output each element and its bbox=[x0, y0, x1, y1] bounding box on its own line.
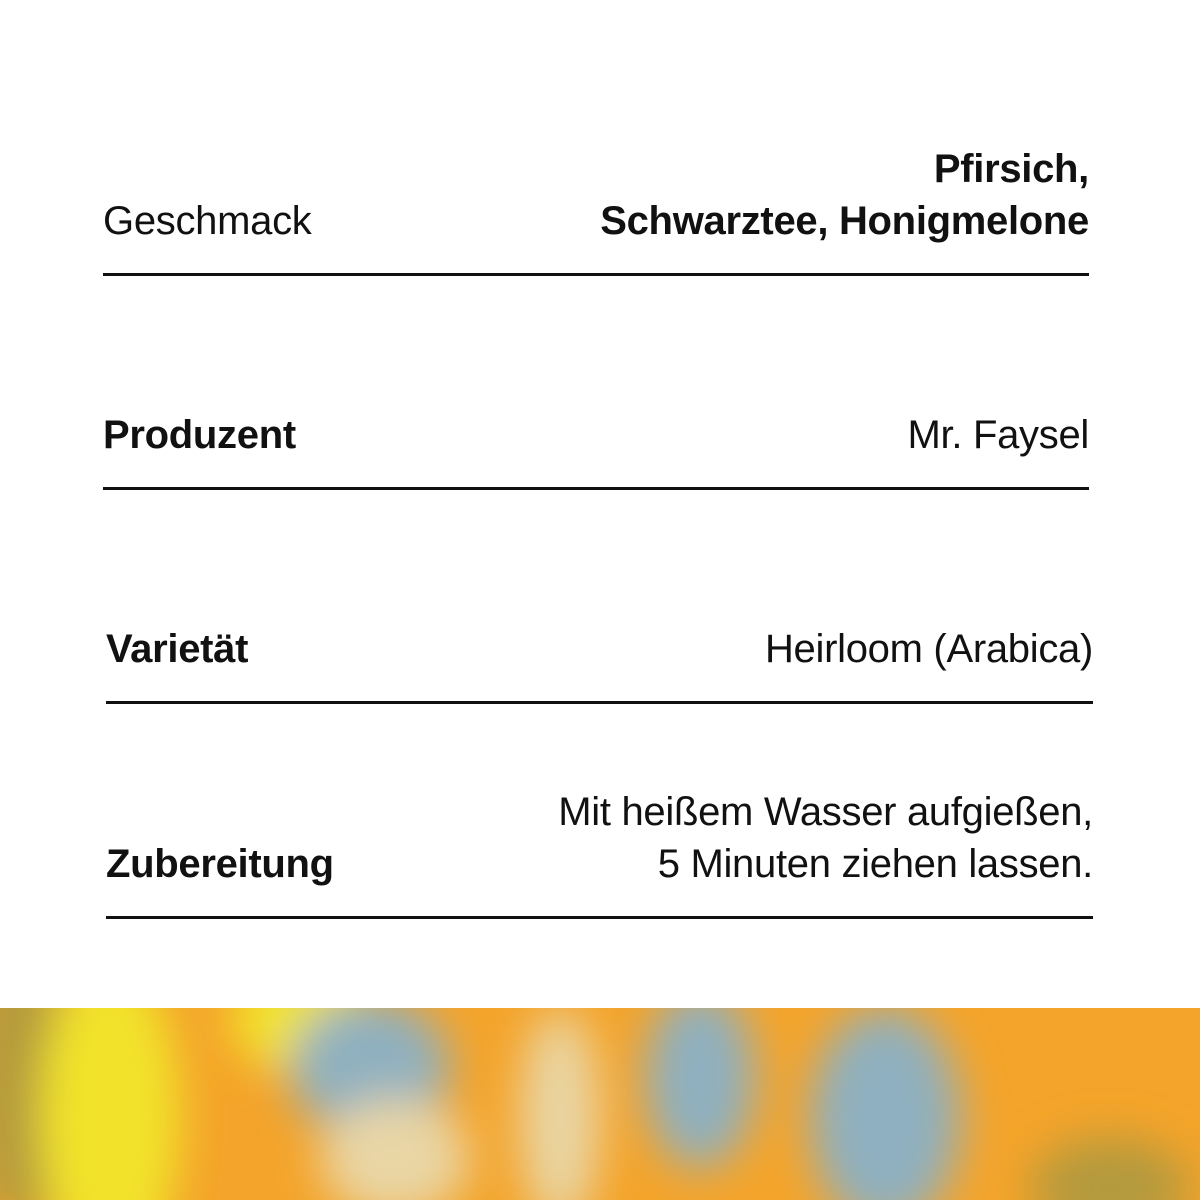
spec-value-line: Pfirsich, bbox=[933, 147, 1089, 191]
spec-row-varietaet bbox=[106, 624, 1093, 704]
spec-row-zubereitung bbox=[106, 785, 1093, 919]
spec-value-produzent bbox=[908, 409, 1089, 487]
spec-value-varietaet bbox=[765, 623, 1093, 701]
spec-value-line: Heirloom (Arabica) bbox=[764, 627, 1093, 671]
gradient-banner bbox=[0, 1008, 1200, 1200]
spec-label-geschmack: Geschmack bbox=[103, 199, 312, 243]
spec-value-line: Mr. Faysel bbox=[907, 413, 1089, 457]
banner-base bbox=[0, 1008, 1200, 1200]
spec-label-varietaet: Varietät bbox=[106, 627, 249, 671]
spec-label-produzent: Produzent bbox=[103, 413, 296, 457]
spec-row-geschmack bbox=[103, 140, 1089, 276]
spec-value-zubereitung bbox=[558, 786, 1093, 916]
spec-label-zubereitung: Zubereitung bbox=[106, 842, 334, 886]
gradient-artwork bbox=[0, 1008, 1200, 1200]
spec-value-line: Mit heißem Wasser aufgießen, bbox=[558, 790, 1093, 834]
spec-row-produzent bbox=[103, 410, 1089, 490]
spec-value-line: Schwarztee, Honigmelone bbox=[600, 199, 1089, 243]
banner-blob-yellow bbox=[40, 1008, 180, 1200]
spec-value-line: 5 Minuten ziehen lassen. bbox=[657, 842, 1093, 886]
spec-value-geschmack bbox=[600, 143, 1089, 273]
